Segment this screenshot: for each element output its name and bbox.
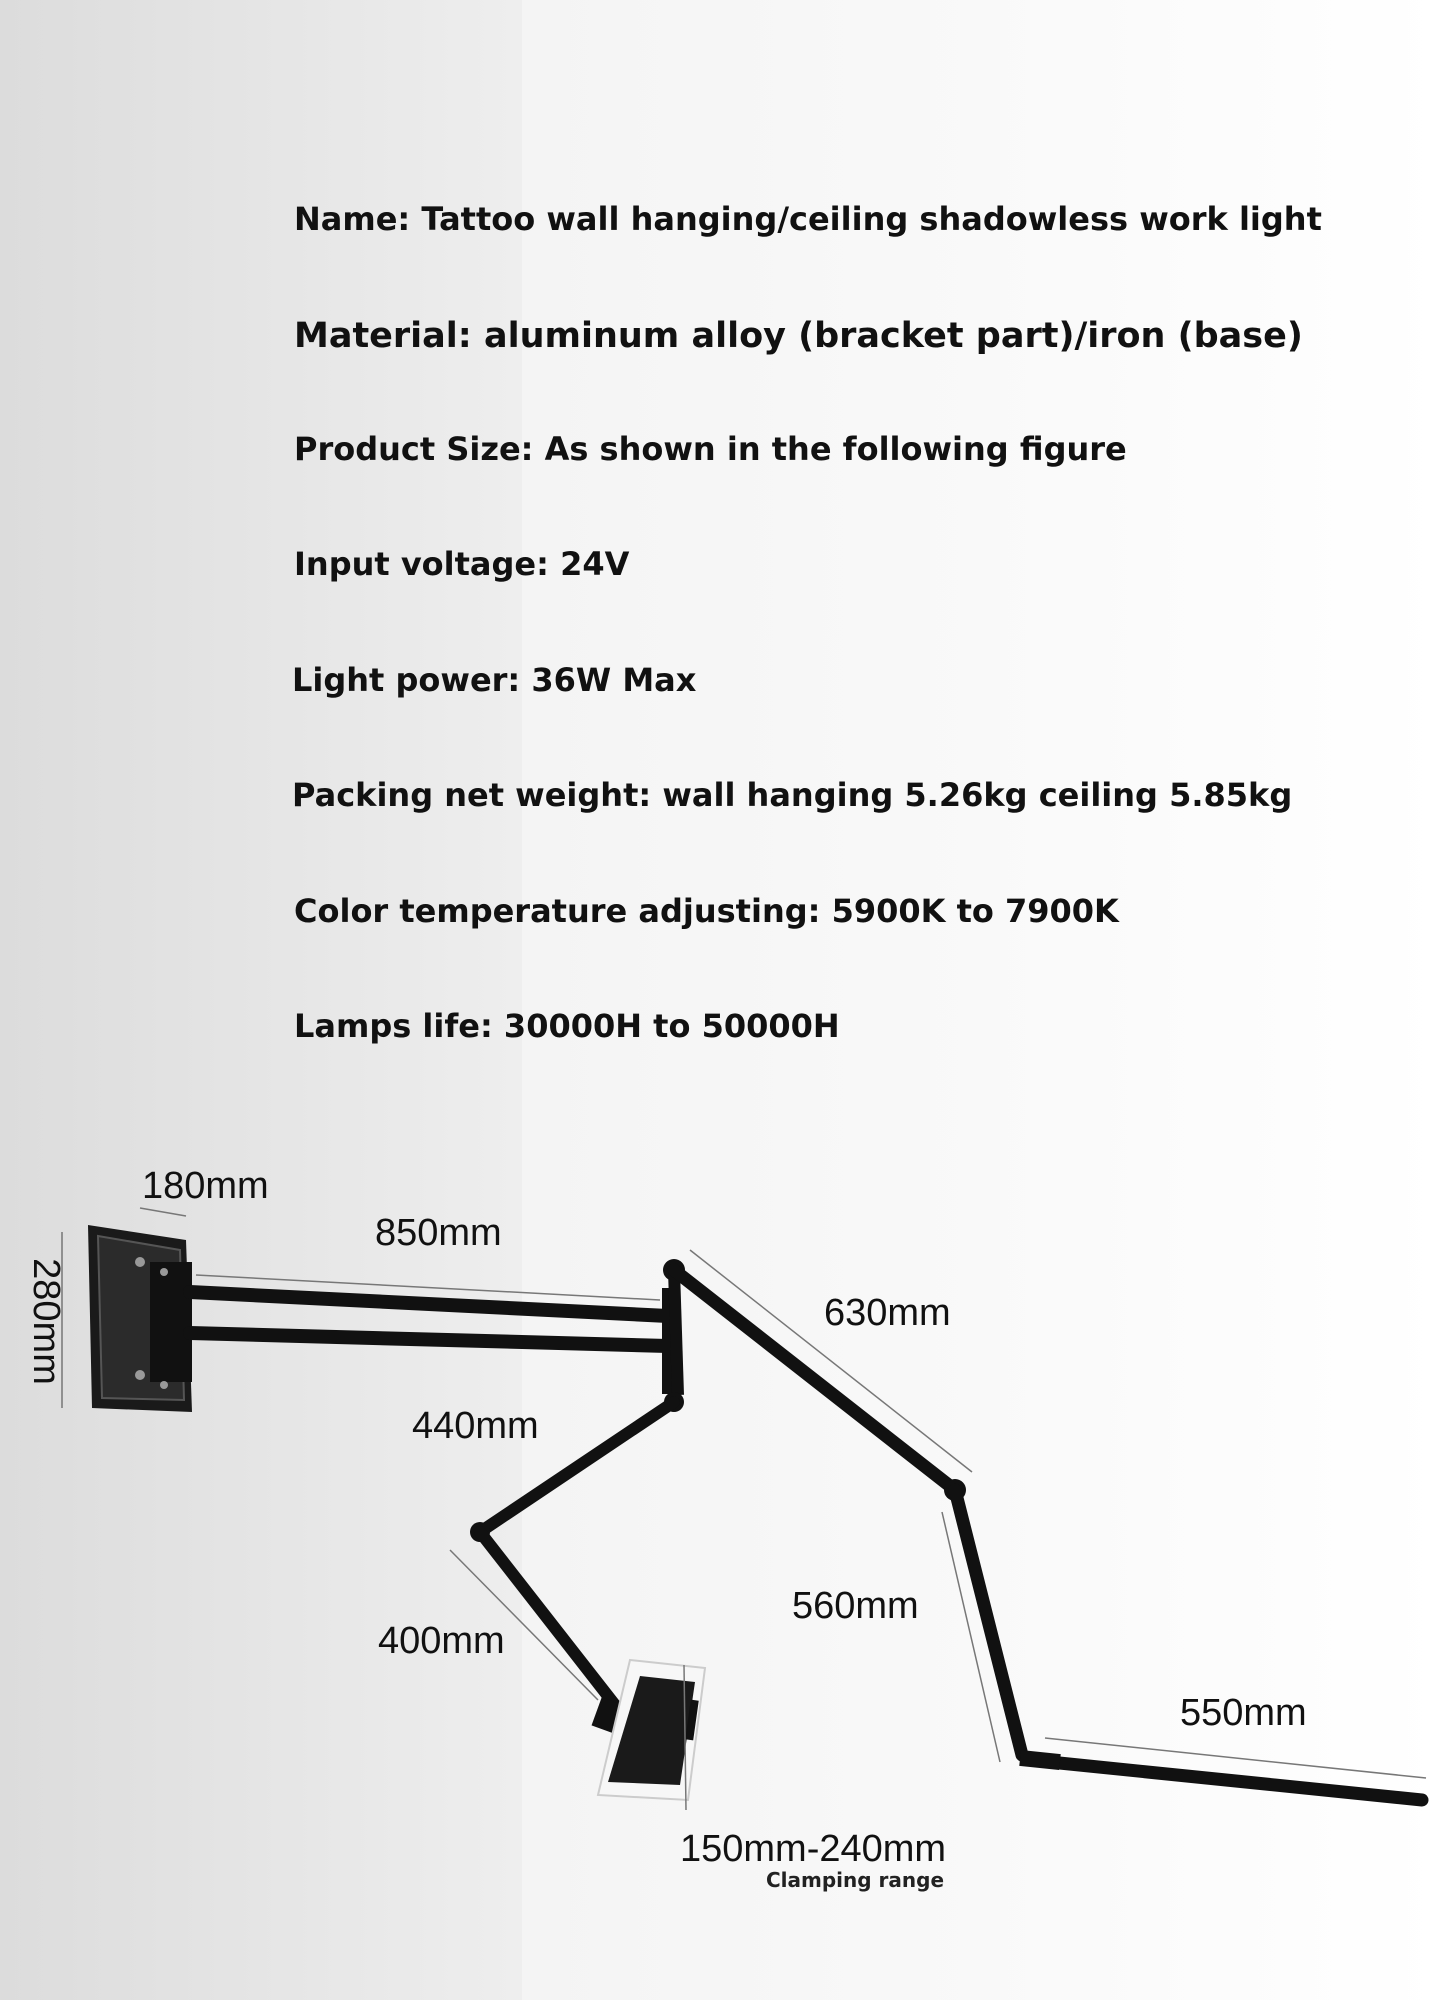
joint-post <box>674 1270 678 1395</box>
arm-550 <box>1030 1760 1422 1800</box>
dim-arm-630: 630mm <box>824 1292 951 1334</box>
dim-base-height: 280mm <box>24 1258 67 1385</box>
spec-input-voltage: Input voltage: 24V <box>294 545 630 583</box>
arm-850 <box>190 1288 678 1394</box>
wall-base-plate <box>88 1225 192 1412</box>
clamp-caption: Clamping range <box>766 1868 945 1892</box>
arm-550-clamp <box>1019 1750 1060 1770</box>
dim-arm-400: 400mm <box>378 1620 505 1662</box>
dim-arm-560: 560mm <box>792 1585 919 1627</box>
spec-name: Name: Tattoo wall hanging/ceiling shadowless work light <box>294 200 1322 238</box>
dim-arm-550: 550mm <box>1180 1692 1307 1734</box>
dim-arm-850: 850mm <box>375 1212 502 1254</box>
desk-clamp <box>598 1660 705 1800</box>
spec-light-power: Light power: 36W Max <box>292 661 697 699</box>
dim-arm-440: 440mm <box>412 1405 539 1447</box>
dim-base-width: 180mm <box>142 1165 269 1207</box>
spec-product-size: Product Size: As shown in the following figure <box>294 430 1127 468</box>
arm-400 <box>480 1532 615 1705</box>
spec-material: Material: aluminum alloy (bracket part)/iron (base) <box>294 316 1303 356</box>
dim-clamp-range: 150mm-240mm <box>680 1828 947 1870</box>
spec-lamps-life: Lamps life: 30000H to 50000H <box>294 1007 840 1045</box>
spec-packing-weight: Packing net weight: wall hanging 5.26kg ceiling 5.85kg <box>292 776 1293 814</box>
spec-color-temperature: Color temperature adjusting: 5900K to 7900K <box>294 892 1119 930</box>
